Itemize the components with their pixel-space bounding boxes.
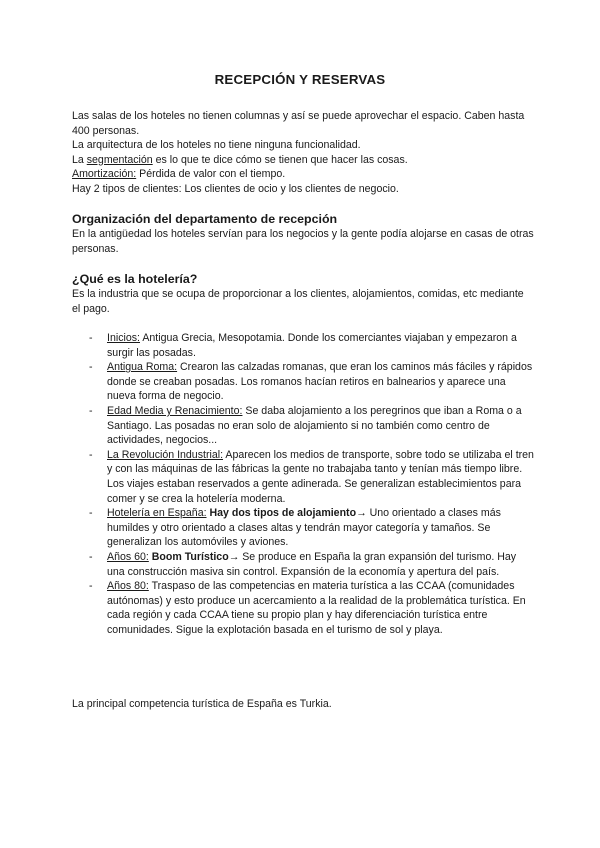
list-item bbox=[72, 360, 534, 404]
closing-paragraph: La principal competencia turística de España es Turkia. bbox=[72, 698, 332, 710]
section-hoteleria-text: Es la industria que se ocupa de proporcionar a los clientes, alojamientos, comidas, etc mediante el pago. bbox=[72, 288, 524, 315]
list-dash: - bbox=[89, 507, 93, 520]
list-item-term: Años 60: bbox=[107, 550, 149, 563]
list-item-bold: Hay dos tipos de alojamiento bbox=[206, 507, 357, 520]
closing-block bbox=[72, 697, 534, 712]
section-hoteleria bbox=[72, 272, 534, 316]
intro-paragraph-5: Hay 2 tipos de clientes: Los clientes de ocio y los clientes de negocio. bbox=[72, 182, 399, 195]
intro-p4-rest: Pérdida de valor con el tiempo. bbox=[136, 168, 286, 181]
list-item-text: → Uno orientado a clases más humildes y otro orientado a clases altas y tendrán mayor categoría y tamaños. Se generalizan los automóviles y aviones. bbox=[107, 507, 501, 549]
intro-p3-prefix: La bbox=[72, 153, 87, 166]
list-item-bold: Boom Turístico bbox=[148, 550, 229, 563]
list-item-text: Traspaso de las competencias en materia turística a las CCAA (comunidades autónomas) y esto produce un acercamiento a la realidad de la problemática turística. En cada región y cada CCAA tiene su propio plan y hay diferenciación turística entre comunidades. Sigue la explotación basada en el turismo de sol y playa. bbox=[107, 580, 526, 636]
list-item bbox=[72, 550, 534, 579]
document-title: RECEPCIÓN Y RESERVAS bbox=[214, 72, 386, 87]
intro-paragraph-3 bbox=[72, 153, 534, 168]
list-dash: - bbox=[89, 550, 93, 563]
list-item-term: Inicios: bbox=[107, 332, 140, 344]
term-segmentacion: segmentación bbox=[86, 153, 153, 166]
list-dash: - bbox=[89, 448, 93, 461]
list-item-term: Edad Media y Renacimiento: bbox=[107, 404, 243, 417]
intro-paragraph-4 bbox=[72, 167, 534, 182]
list-dash: - bbox=[89, 404, 93, 417]
history-list-block bbox=[72, 331, 534, 637]
section-recepcion-heading: Organización del departamento de recepción bbox=[72, 212, 338, 226]
section-hoteleria-heading: ¿Qué es la hotelería? bbox=[72, 272, 198, 286]
list-item-term: Antigua Roma: bbox=[107, 361, 178, 374]
list-item-term: Años 80: bbox=[107, 580, 149, 593]
list-item-text: Crearon las calzadas romanas, que eran los caminos más fáciles y rápidos donde se creaban posadas. Los romanos hacían retiros en balnearios y aparece una nueva forma de negocio. bbox=[107, 361, 533, 403]
term-amortizacion: Amortización: bbox=[72, 168, 137, 181]
list-dash: - bbox=[89, 332, 93, 344]
list-item-text: Aparecen los medios de transporte, sobre todo se utilizaba el tren y con las máquinas de las fábricas la gente no trabajaba tanto y tenían más tiempo libre. Los viajes estaban reservados a gente adinerada. Se generalizan establecimientos para comer y se crea la hotelería moderna. bbox=[107, 448, 534, 505]
list-item bbox=[72, 404, 534, 448]
list-item bbox=[72, 331, 534, 360]
list-item-text: Se daba alojamiento a los peregrinos que iban a Roma o a Santiago. Las posadas no eran solo de alojamiento si no también como centro de actividades, negocios... bbox=[107, 404, 522, 447]
list-item bbox=[72, 506, 534, 550]
list-item-term: La Revolución Industrial: bbox=[107, 448, 224, 461]
list-item bbox=[72, 579, 534, 637]
intro-p3-rest: es lo que te dice cómo se tienen que hacer las cosas. bbox=[152, 153, 408, 166]
section-recepcion-text: En la antigüedad los hoteles servían para los negocios y la gente podía alojarse en casas de otras personas. bbox=[72, 228, 534, 255]
intro-block bbox=[72, 109, 534, 197]
list-item-term: Hotelería en España: bbox=[107, 507, 207, 520]
list-item-text: → Se produce en España la gran expansión del turismo. Hay una construcción masiva sin control. Expansión de la economía y apertura del país. bbox=[107, 550, 517, 578]
intro-paragraph-2: La arquitectura de los hoteles no tiene ninguna funcionalidad. bbox=[72, 139, 361, 152]
section-recepcion bbox=[72, 212, 534, 256]
list-dash: - bbox=[89, 361, 93, 374]
list-dash: - bbox=[89, 580, 93, 593]
history-list bbox=[72, 331, 534, 637]
intro-paragraph-1: Las salas de los hoteles no tienen columnas y así se puede aprovechar el espacio. Caben hasta 400 personas. bbox=[72, 110, 525, 137]
list-item bbox=[72, 448, 534, 506]
list-item-text: Antigua Grecia, Mesopotamia. Donde los comerciantes viajaban y empezaron a surgir las posadas. bbox=[107, 332, 517, 359]
